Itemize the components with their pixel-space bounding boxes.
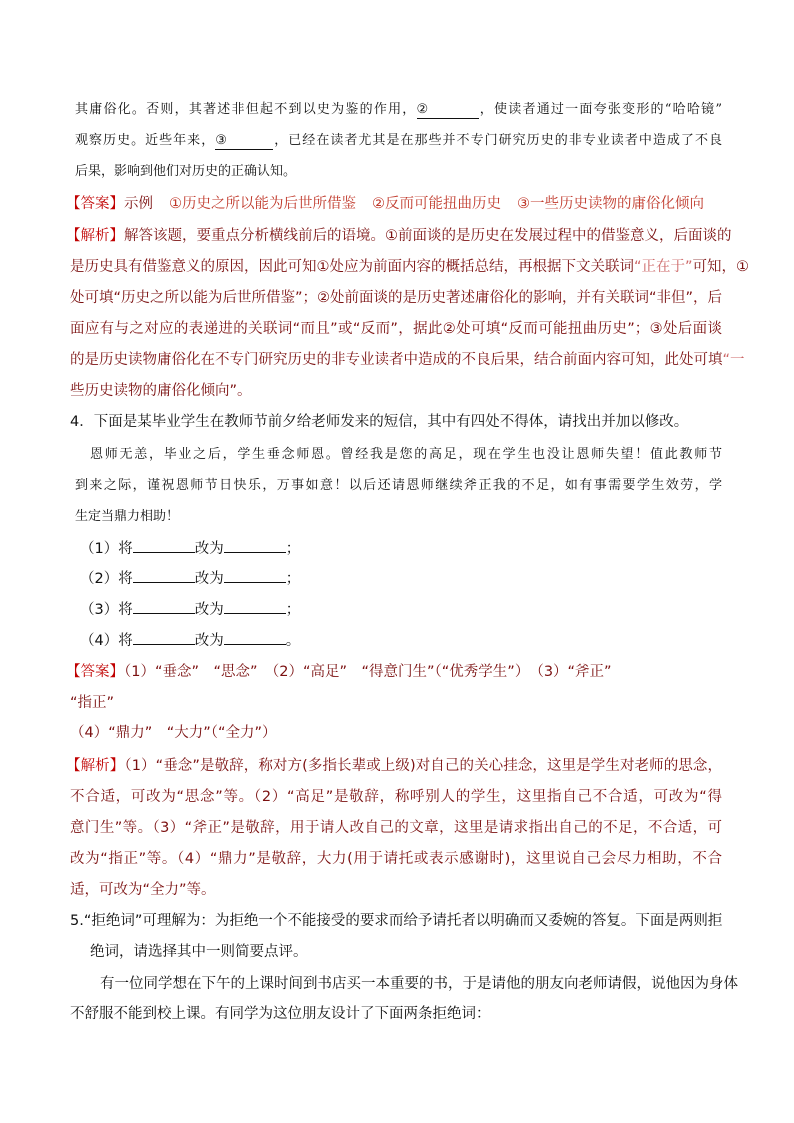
fill-line-3 (80, 600, 727, 620)
answer-line: （4）“鼎力” “大力”（“全力”） (70, 725, 277, 741)
passage-line: 后果，影响到他们对历史的正确认知。 (75, 164, 297, 179)
answer-text: （1）“垂念” “思念” （2）“高足” “得意门生”（“优秀学生”） （3）“斧正” (124, 664, 612, 680)
blank-3: ③ (215, 133, 273, 150)
analysis-text: 是历史具有借鉴意义的原因，因此可知①处应为前面内容的概括总结，再根据下文关联词 (70, 259, 634, 275)
analysis-text: 解答该题，要重点分析横线前后的语境。①前面谈的是历史在发展过程中的借鉴意义，后面谈的 (124, 228, 732, 244)
analysis-line (66, 226, 732, 246)
passage-line (75, 131, 722, 151)
fill-num: （2）将 (80, 571, 133, 587)
analysis-line (70, 350, 745, 370)
analysis-line: 面应有与之对应的表递进的关联词“而且”或“反而”，据此②处可填“反而可能扭曲历史”；③处后面谈 (70, 321, 722, 337)
fill-mid: 改为 (194, 541, 224, 557)
fill-end: 。 (285, 633, 301, 649)
analysis-line: 不合适，可改为“思念”等。（2）“高足”是敬辞，称呼别人的学生，这里指自己不合适，可改为“得 (70, 789, 722, 805)
analysis-quote: “正在于” (634, 259, 693, 275)
analysis-quote: “一 (722, 352, 745, 368)
scenario-line: 有一位同学想在下午的上课时间到书店买一本重要的书，于是请他的朋友向老师请假，说他因为身体 (100, 976, 738, 992)
analysis-line: 意门生”等。（3）“斧正”是敬辞，用于请人改自己的文章，这里是请求指出自己的不足，不合适，可 (70, 820, 722, 836)
fill-end: ； (285, 602, 301, 618)
analysis-line (70, 257, 750, 277)
question-5-stem: 5.“拒绝词”可理解为：为拒绝一个不能接受的要求而给予请托者以明确而又委婉的答复。下面是两则拒 (70, 913, 723, 929)
analysis-line: 改为“指正”等。（4）“鼎力”是敬辞，大力(用于请托或表示感谢时)，这里说自己会尽力相助，不合 (70, 851, 722, 867)
fill-blank[interactable] (133, 613, 195, 614)
analysis-text: （1）“垂念”是敬辞，称对方(多指长辈或上级)对自己的关心挂念，这里是学生对老师的思念， (124, 758, 723, 774)
fill-blank[interactable] (133, 644, 195, 645)
letter-line: 生定当鼎力相助！ (75, 509, 180, 524)
answer-prefix: 示例 (124, 196, 153, 212)
question-5-stem: 绝词，请选择其中一则简要点评。 (90, 944, 308, 960)
fill-mid: 改为 (194, 571, 224, 587)
fill-blank[interactable] (224, 613, 286, 614)
passage-text: ，已经在读者尤其是在那些并不专门研究历史的非专业读者中造成了不良 (273, 133, 722, 148)
analysis-line: 处可填“历史之所以能为后世所借鉴”；②处前面谈的是历史著述庸俗化的影响，并有关联词“非但”，后 (70, 290, 723, 306)
scenario-line: 不舒服不能到校上课。有同学为这位朋友设计了下面两条拒绝词： (70, 1006, 491, 1022)
fill-blank[interactable] (224, 644, 286, 645)
answer-item: ②反而可能扭曲历史 (372, 196, 501, 212)
letter-line: 到来之际，谨祝恩师节日快乐，万事如意！以后还请恩师继续斧正我的不足，如有事需要学生效劳，学 (75, 478, 722, 493)
fill-num: （1）将 (80, 541, 133, 557)
analysis-line (66, 756, 722, 776)
analysis-text: 的是历史读物庸俗化在不专门研究历史的非专业读者中造成的不良后果，结合前面内容可知，此处可填 (70, 352, 723, 368)
fill-end: ； (285, 571, 301, 587)
fill-num: （4）将 (80, 633, 133, 649)
fill-mid: 改为 (194, 633, 224, 649)
fill-line-2 (80, 569, 727, 589)
analysis-text: 可知，① (692, 259, 750, 275)
fill-num: （3）将 (80, 602, 133, 618)
fill-mid: 改为 (194, 602, 224, 618)
passage-text: 观察历史。近些年来， (75, 133, 216, 148)
answer-line (66, 194, 713, 214)
analysis-label: 【解析】 (66, 758, 125, 774)
passage-text: 其庸俗化。否则，其著述非但起不到以史为鉴的作用， (75, 102, 417, 117)
analysis-label: 【解析】 (66, 228, 124, 244)
fill-blank[interactable] (133, 582, 195, 583)
answer-item: ①历史之所以能为后世所借鉴 (169, 196, 356, 212)
answer-line (66, 662, 713, 682)
answer-line: “指正” (70, 695, 115, 711)
answer-label: 【答案】 (66, 664, 124, 680)
fill-line-1 (80, 539, 727, 559)
blank-2: ② (417, 102, 479, 119)
fill-blank[interactable] (224, 582, 286, 583)
passage-text: ，使读者通过一面夸张变形的“哈哈镜” (478, 102, 722, 117)
fill-blank[interactable] (133, 552, 195, 553)
fill-blank[interactable] (224, 552, 286, 553)
analysis-line: 些历史读物的庸俗化倾向”。 (70, 383, 252, 399)
analysis-line: 适，可改为“全力”等。 (70, 882, 216, 898)
passage-line (75, 100, 722, 120)
question-4-stem: 4．下面是某毕业学生在教师节前夕给老师发来的短信，其中有四处不得体，请找出并加以修改。 (70, 414, 689, 430)
answer-item: ③一些历史读物的庸俗化倾向 (517, 196, 704, 212)
answer-label: 【答案】 (66, 196, 124, 212)
letter-line: 恩师无恙，毕业之后，学生垂念师恩。曾经我是您的高足，现在学生也没让恩师失望！值此教师节 (90, 447, 722, 462)
fill-end: ； (285, 541, 301, 557)
fill-line-4 (80, 631, 727, 651)
